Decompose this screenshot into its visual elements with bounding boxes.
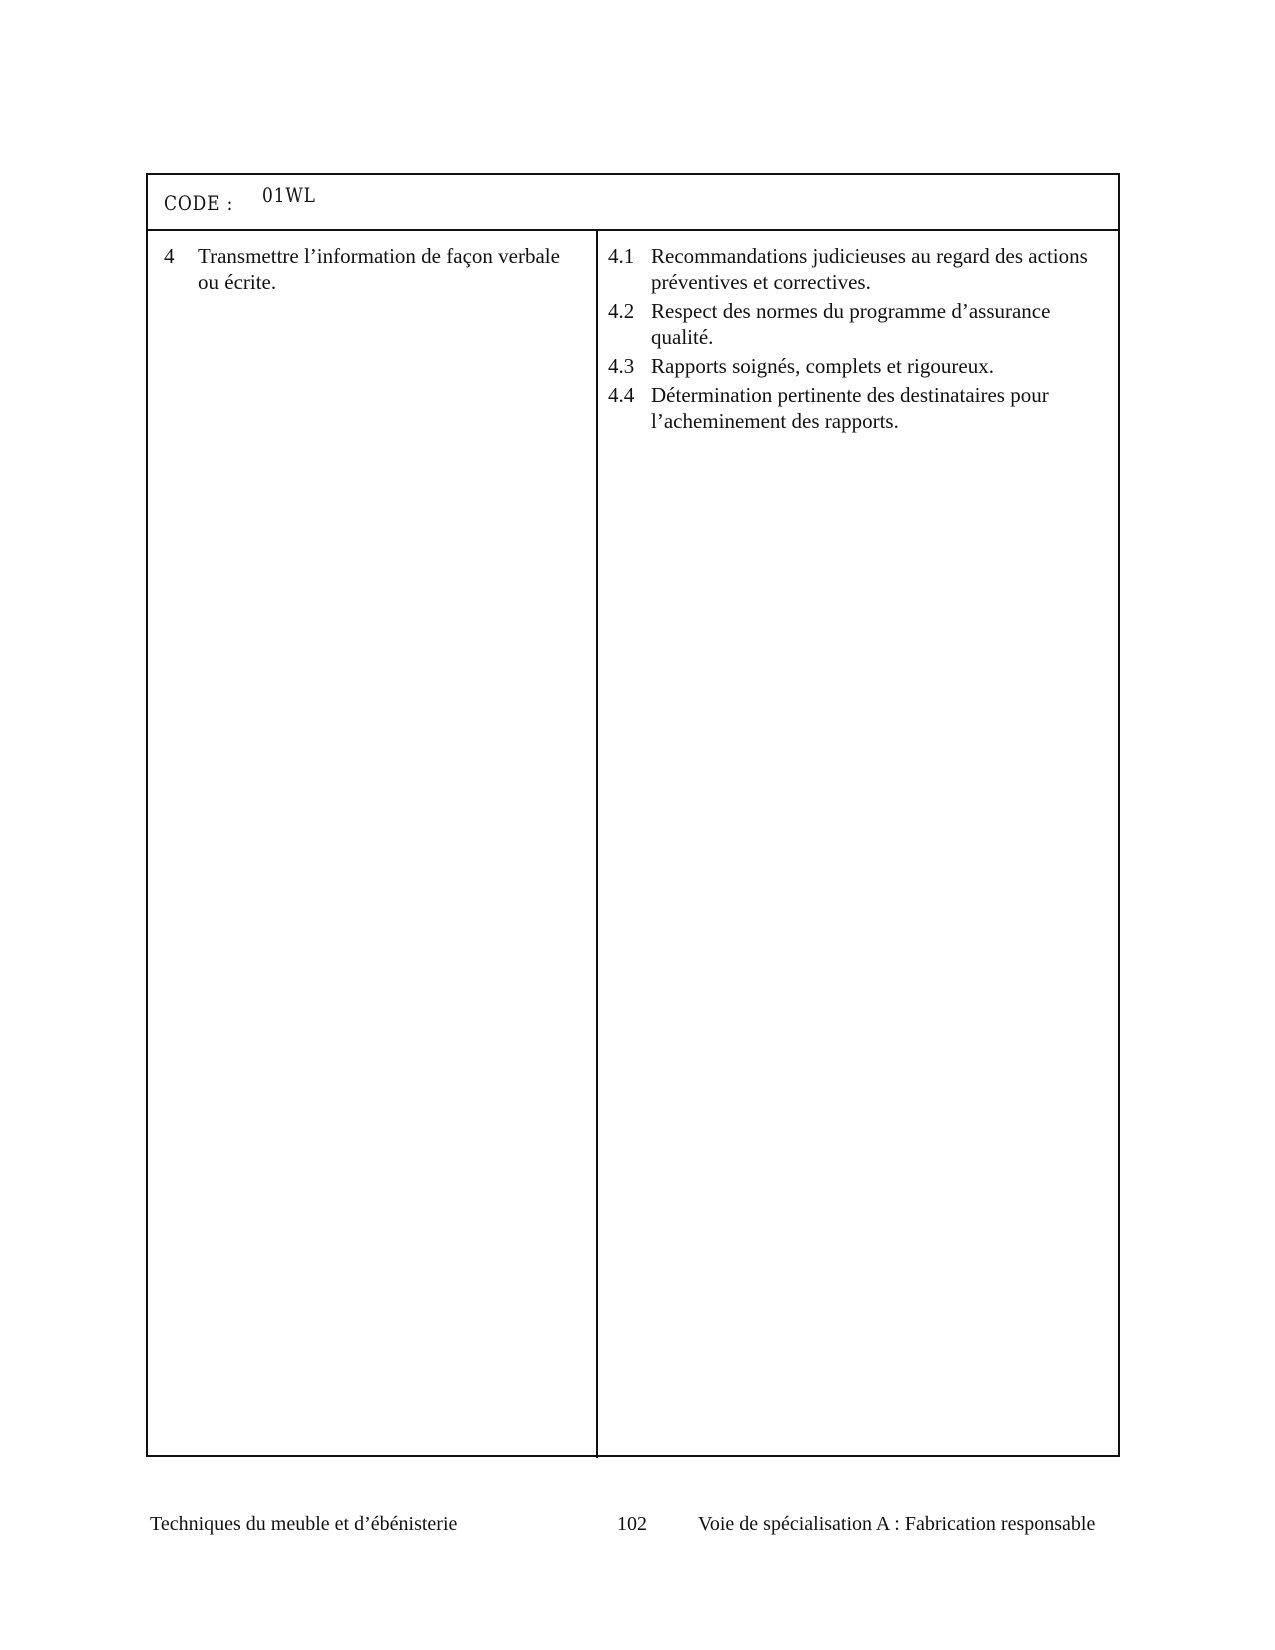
code-label: CODE :	[164, 191, 234, 215]
footer-page-number: 102	[617, 1513, 647, 1535]
competency-table	[146, 173, 1120, 1457]
criteria-column	[608, 243, 1108, 437]
code-value: 01WL	[262, 183, 316, 207]
column-divider	[596, 230, 598, 1458]
footer-specialization: Voie de spécialisation A : Fabrication responsable	[698, 1513, 1096, 1535]
element-text: Transmettre l’information de façon verbale ou écrite.	[198, 244, 560, 294]
code-row	[148, 175, 1118, 231]
criterion-item	[608, 353, 1108, 379]
criterion-number: 4.1	[608, 244, 635, 268]
criterion-item	[608, 382, 1108, 434]
element-item	[164, 243, 574, 295]
criterion-text: Détermination pertinente des destinataires pour l’acheminement des rapports.	[651, 383, 1049, 433]
criterion-item	[608, 298, 1108, 350]
criterion-number: 4.3	[608, 354, 635, 378]
criterion-number: 4.4	[608, 383, 635, 407]
criteria-list	[608, 243, 1108, 434]
element-number: 4	[164, 244, 175, 268]
criterion-text: Recommandations judicieuses au regard des actions préventives et correctives.	[651, 244, 1088, 294]
element-column	[164, 243, 574, 295]
criterion-text: Rapports soignés, complets et rigoureux.	[651, 354, 994, 378]
criterion-text: Respect des normes du programme d’assurance qualité.	[651, 299, 1051, 349]
criterion-item	[608, 243, 1108, 295]
criterion-number: 4.2	[608, 299, 635, 323]
footer-program-title: Techniques du meuble et d’ébénisterie	[150, 1513, 458, 1535]
